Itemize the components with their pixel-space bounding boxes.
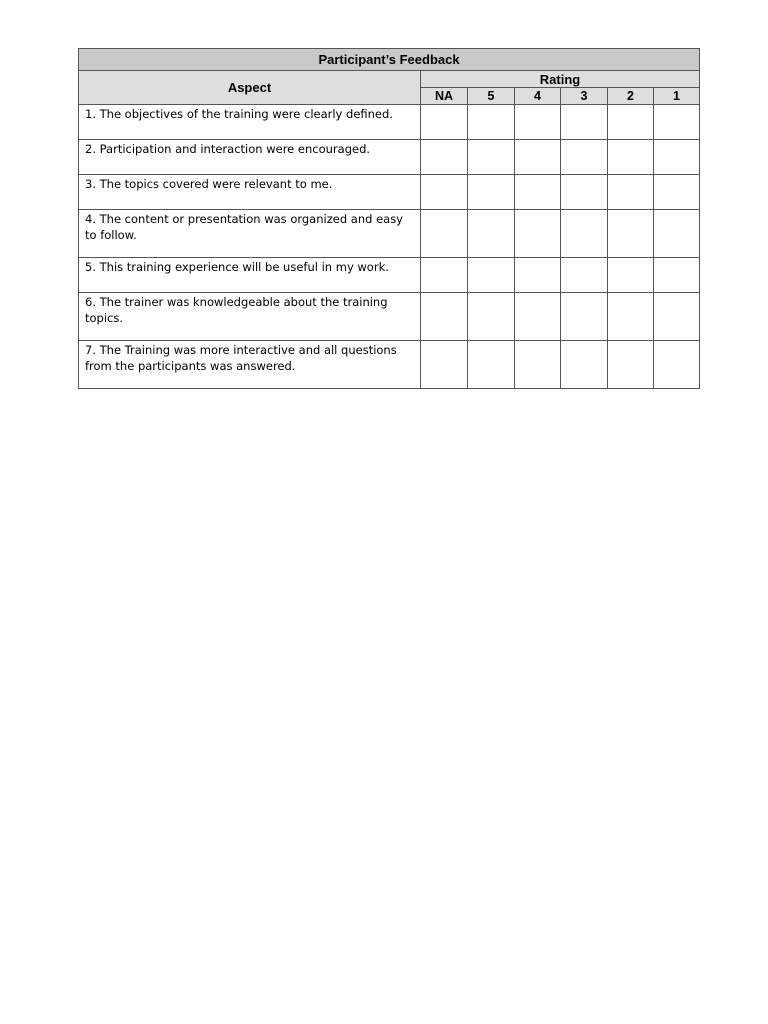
table-row <box>79 210 700 258</box>
rating-cell-na[interactable] <box>421 293 468 341</box>
rating-cell-na[interactable] <box>421 175 468 210</box>
rating-cell-4[interactable] <box>515 210 561 258</box>
rating-cell-4[interactable] <box>515 175 561 210</box>
rating-cell-1[interactable] <box>654 258 700 293</box>
rating-header: Rating <box>421 71 700 88</box>
rating-cell-5[interactable] <box>468 210 515 258</box>
rating-cell-1[interactable] <box>654 105 700 140</box>
aspect-header: Aspect <box>79 71 421 105</box>
table-row <box>79 293 700 341</box>
rating-cell-1[interactable] <box>654 210 700 258</box>
rating-cell-5[interactable] <box>468 258 515 293</box>
rating-cell-na[interactable] <box>421 210 468 258</box>
rating-cell-na[interactable] <box>421 341 468 389</box>
aspect-item-5: 5. This training experience will be useful in my work. <box>79 258 421 293</box>
rating-cell-2[interactable] <box>608 175 654 210</box>
rating-cell-2[interactable] <box>608 140 654 175</box>
form-title: Participant’s Feedback <box>79 49 700 71</box>
feedback-form <box>78 48 699 389</box>
aspect-item-4: 4. The content or presentation was organized and easy to follow. <box>79 210 421 258</box>
rating-cell-2[interactable] <box>608 293 654 341</box>
rating-cell-2[interactable] <box>608 105 654 140</box>
rating-col-5: 5 <box>468 88 515 105</box>
rating-cell-5[interactable] <box>468 175 515 210</box>
table-row <box>79 341 700 389</box>
rating-cell-2[interactable] <box>608 341 654 389</box>
rating-col-3: 3 <box>561 88 608 105</box>
rating-cell-3[interactable] <box>561 293 608 341</box>
rating-cell-3[interactable] <box>561 210 608 258</box>
rating-cell-1[interactable] <box>654 175 700 210</box>
rating-cell-1[interactable] <box>654 341 700 389</box>
table-row <box>79 105 700 140</box>
rating-cell-5[interactable] <box>468 341 515 389</box>
rating-cell-3[interactable] <box>561 341 608 389</box>
rating-col-na: NA <box>421 88 468 105</box>
aspect-item-1: 1. The objectives of the training were clearly defined. <box>79 105 421 140</box>
rating-cell-3[interactable] <box>561 140 608 175</box>
rating-col-4: 4 <box>515 88 561 105</box>
aspect-item-7: 7. The Training was more interactive and all questions from the participants was answered. <box>79 341 421 389</box>
rating-cell-4[interactable] <box>515 105 561 140</box>
rating-cell-5[interactable] <box>468 140 515 175</box>
rating-cell-5[interactable] <box>468 105 515 140</box>
aspect-item-2: 2. Participation and interaction were encouraged. <box>79 140 421 175</box>
rating-cell-4[interactable] <box>515 140 561 175</box>
rating-cell-3[interactable] <box>561 175 608 210</box>
rating-cell-5[interactable] <box>468 293 515 341</box>
rating-col-2: 2 <box>608 88 654 105</box>
rating-cell-4[interactable] <box>515 293 561 341</box>
rating-cell-1[interactable] <box>654 140 700 175</box>
rating-cell-2[interactable] <box>608 258 654 293</box>
rating-col-1: 1 <box>654 88 700 105</box>
aspect-item-3: 3. The topics covered were relevant to me. <box>79 175 421 210</box>
rating-cell-4[interactable] <box>515 341 561 389</box>
rating-cell-na[interactable] <box>421 105 468 140</box>
rating-cell-4[interactable] <box>515 258 561 293</box>
rating-cell-3[interactable] <box>561 105 608 140</box>
rating-cell-3[interactable] <box>561 258 608 293</box>
rating-cell-na[interactable] <box>421 258 468 293</box>
rating-cell-1[interactable] <box>654 293 700 341</box>
feedback-table <box>78 48 700 389</box>
table-row <box>79 140 700 175</box>
table-row <box>79 175 700 210</box>
aspect-item-6: 6. The trainer was knowledgeable about the training topics. <box>79 293 421 341</box>
rating-cell-2[interactable] <box>608 210 654 258</box>
table-row <box>79 258 700 293</box>
rating-cell-na[interactable] <box>421 140 468 175</box>
